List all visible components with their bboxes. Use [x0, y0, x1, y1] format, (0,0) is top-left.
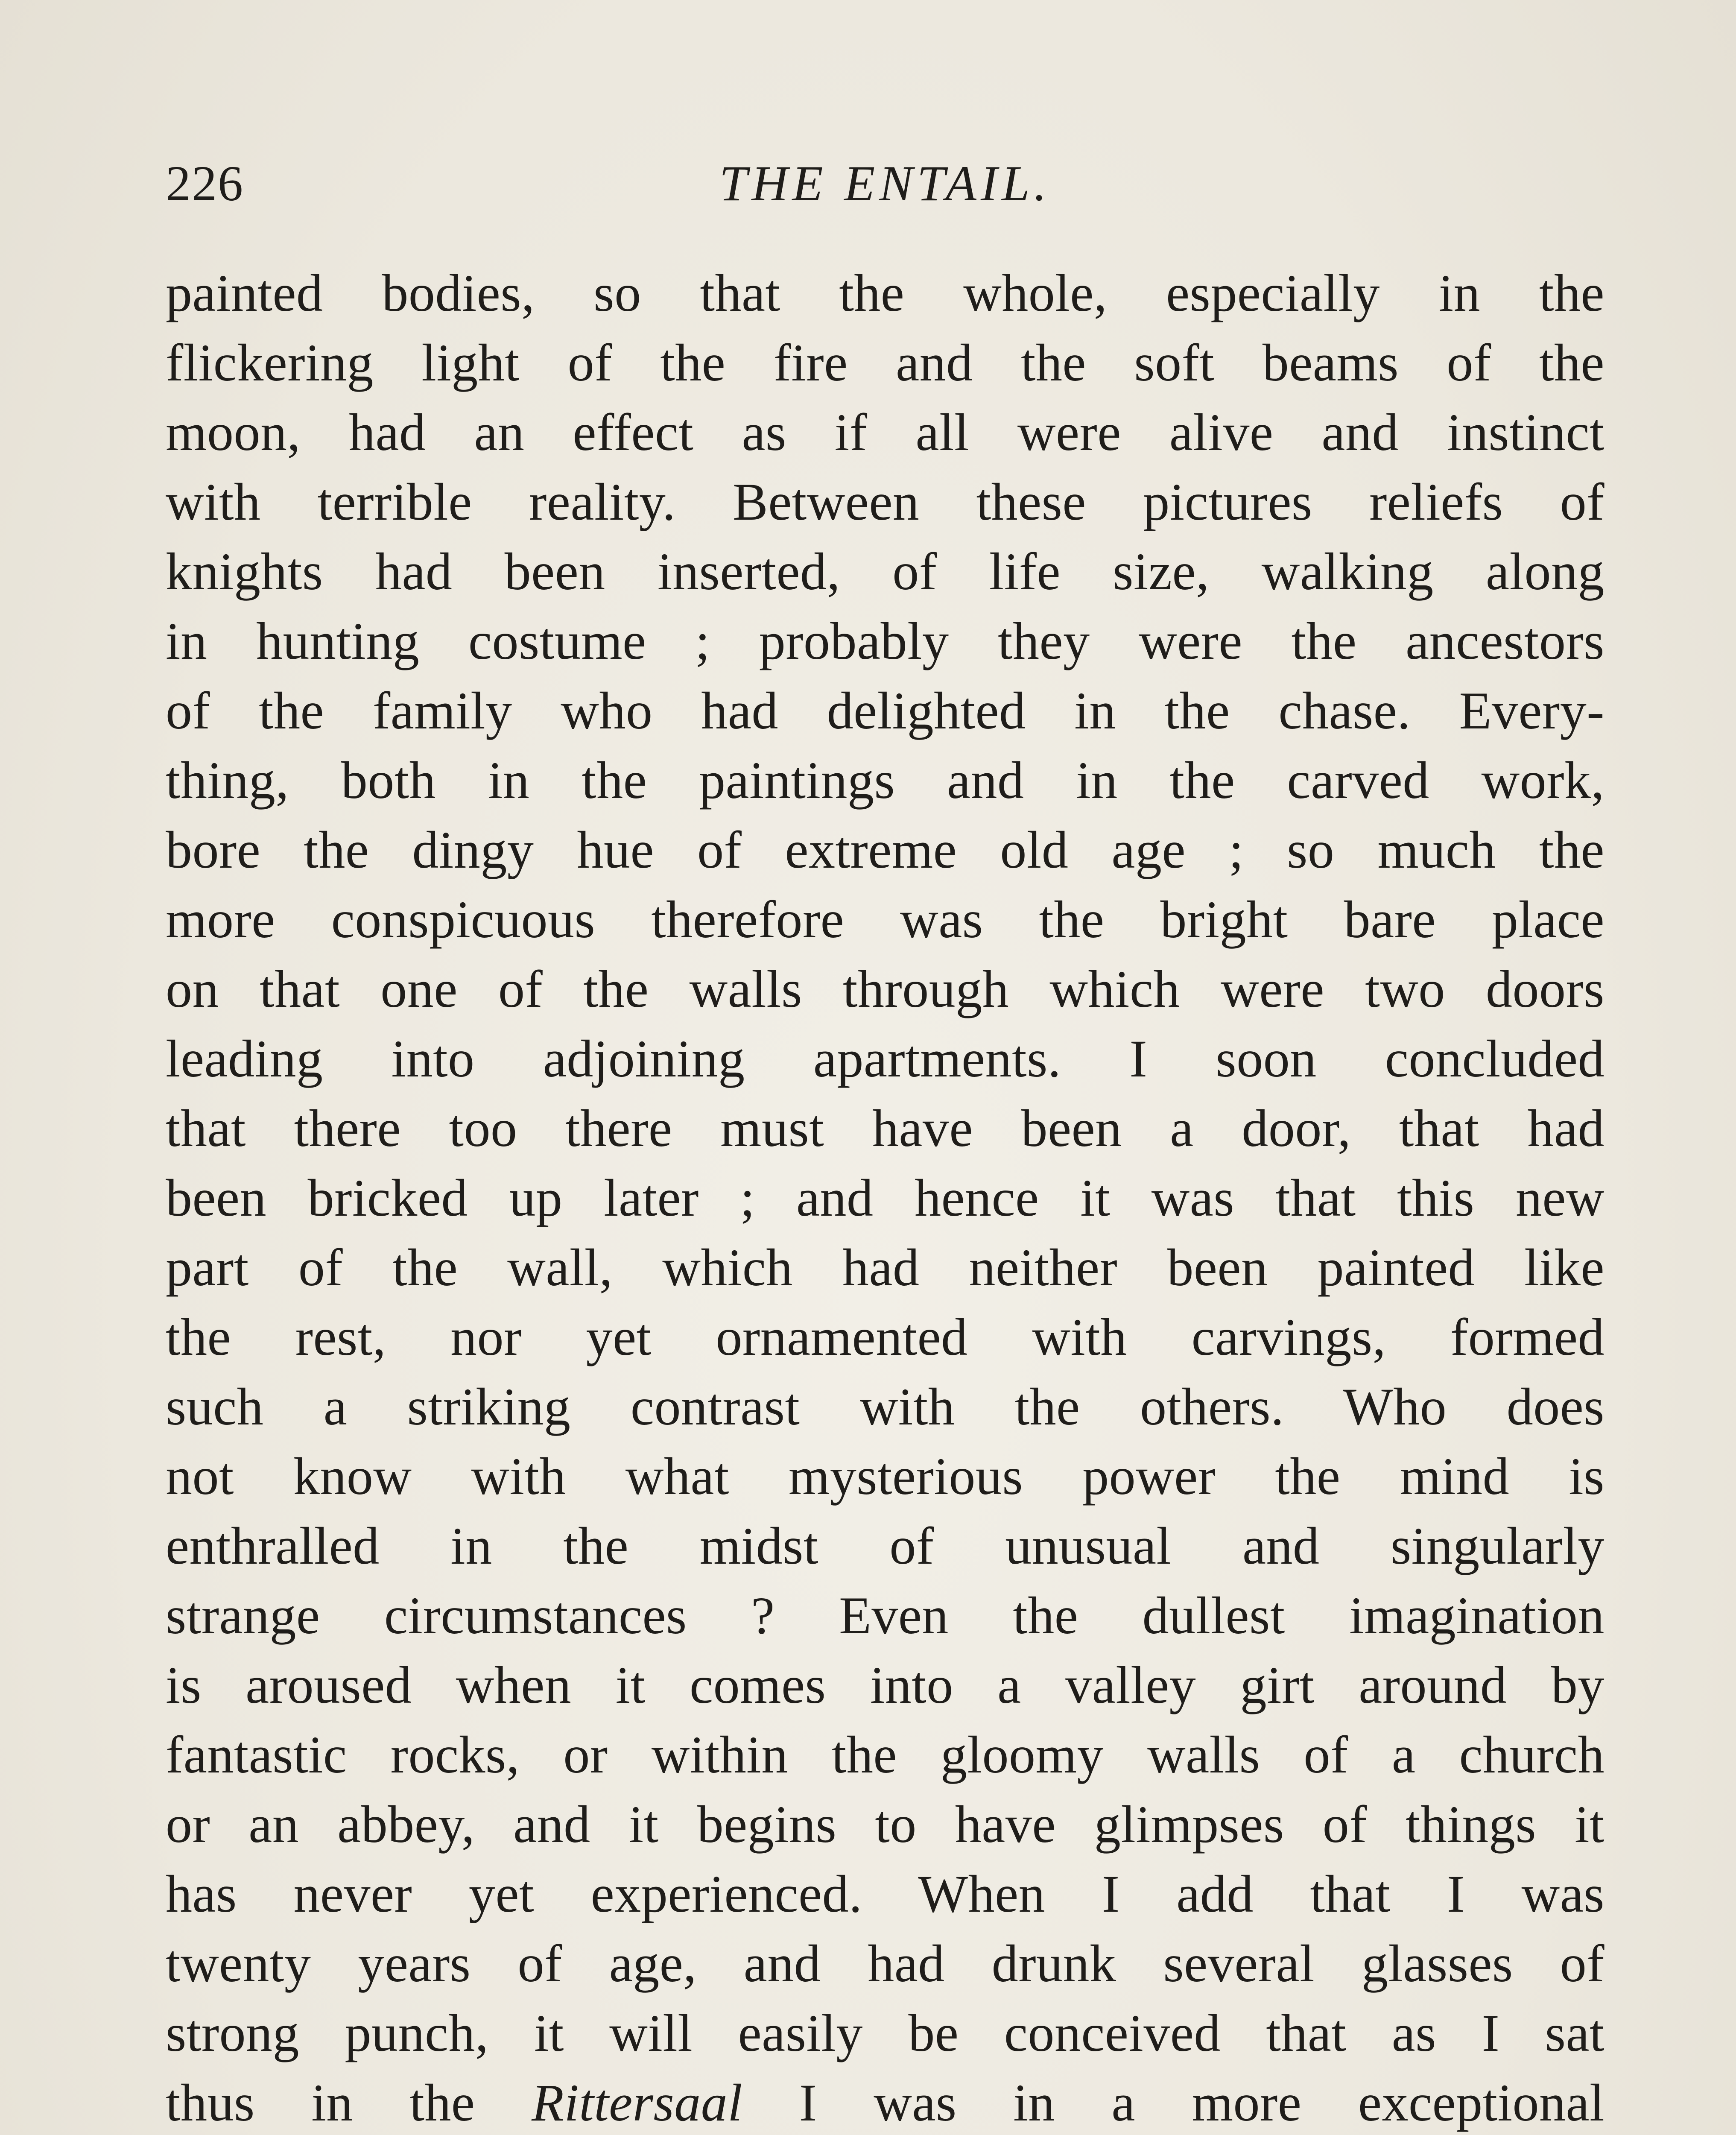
text-line: fantastic rocks, or within the gloomy walls of a church [166, 1726, 1604, 1784]
italic-term: Rittersaal [532, 2074, 743, 2132]
text-line: such a striking contrast with the others. Who does [166, 1378, 1604, 1436]
text-line: painted bodies, so that the whole, especially in the [166, 264, 1604, 322]
text-line: enthralled in the midst of unusual and singularly [166, 1517, 1604, 1575]
text-line: has never yet experienced. When I add that I was [166, 1865, 1604, 1923]
page-number: 226 [166, 155, 244, 211]
text-line: knights had been inserted, of life size, walking along [166, 542, 1604, 601]
text-line: on that one of the walls through which were two doors [166, 960, 1604, 1018]
text-line: moon, had an effect as if all were alive and instinct [166, 403, 1604, 462]
text-line: more conspicuous therefore was the bright bare place [166, 890, 1604, 949]
text-line: strange circumstances ? Even the dullest imagination [166, 1586, 1604, 1645]
text-line: strong punch, it will easily be conceived that as I sat [166, 2004, 1604, 2062]
text-line: that there too there must have been a door, that had [166, 1099, 1604, 1158]
text-line: not know with what mysterious power the mind is [166, 1447, 1604, 1506]
text-line: thing, both in the paintings and in the carved work, [166, 751, 1604, 810]
text-line: of the family who had delighted in the chase. Every- [166, 681, 1604, 740]
text-line: the rest, nor yet ornamented with carvings, formed [166, 1308, 1604, 1366]
text-line: part of the wall, which had neither been painted like [166, 1238, 1604, 1297]
text-line: with terrible reality. Between these pictures reliefs of [166, 473, 1604, 531]
text-line: is aroused when it comes into a valley girt around by [166, 1656, 1604, 1714]
text-line: flickering light of the fire and the soft beams of the [166, 333, 1604, 392]
text-line: been bricked up later ; and hence it was that this new [166, 1169, 1604, 1227]
text-line: leading into adjoining apartments. I soon concluded [166, 1029, 1604, 1088]
text-line: in hunting costume ; probably they were the ancestors [166, 612, 1604, 670]
body-text [166, 258, 1604, 2135]
text-line: or an abbey, and it begins to have glimpses of things it [166, 1795, 1604, 1854]
text-line-with-italic [166, 2068, 1604, 2135]
text-line: twenty years of age, and had drunk several glasses of [166, 1934, 1604, 1993]
line-segment: thus in the [166, 2074, 475, 2132]
running-title: THE ENTAIL. [719, 155, 1051, 211]
page-header [166, 154, 1604, 226]
text-line: bore the dingy hue of extreme old age ; so much the [166, 821, 1604, 879]
line-segment: I was in a more exceptional [799, 2074, 1605, 2132]
